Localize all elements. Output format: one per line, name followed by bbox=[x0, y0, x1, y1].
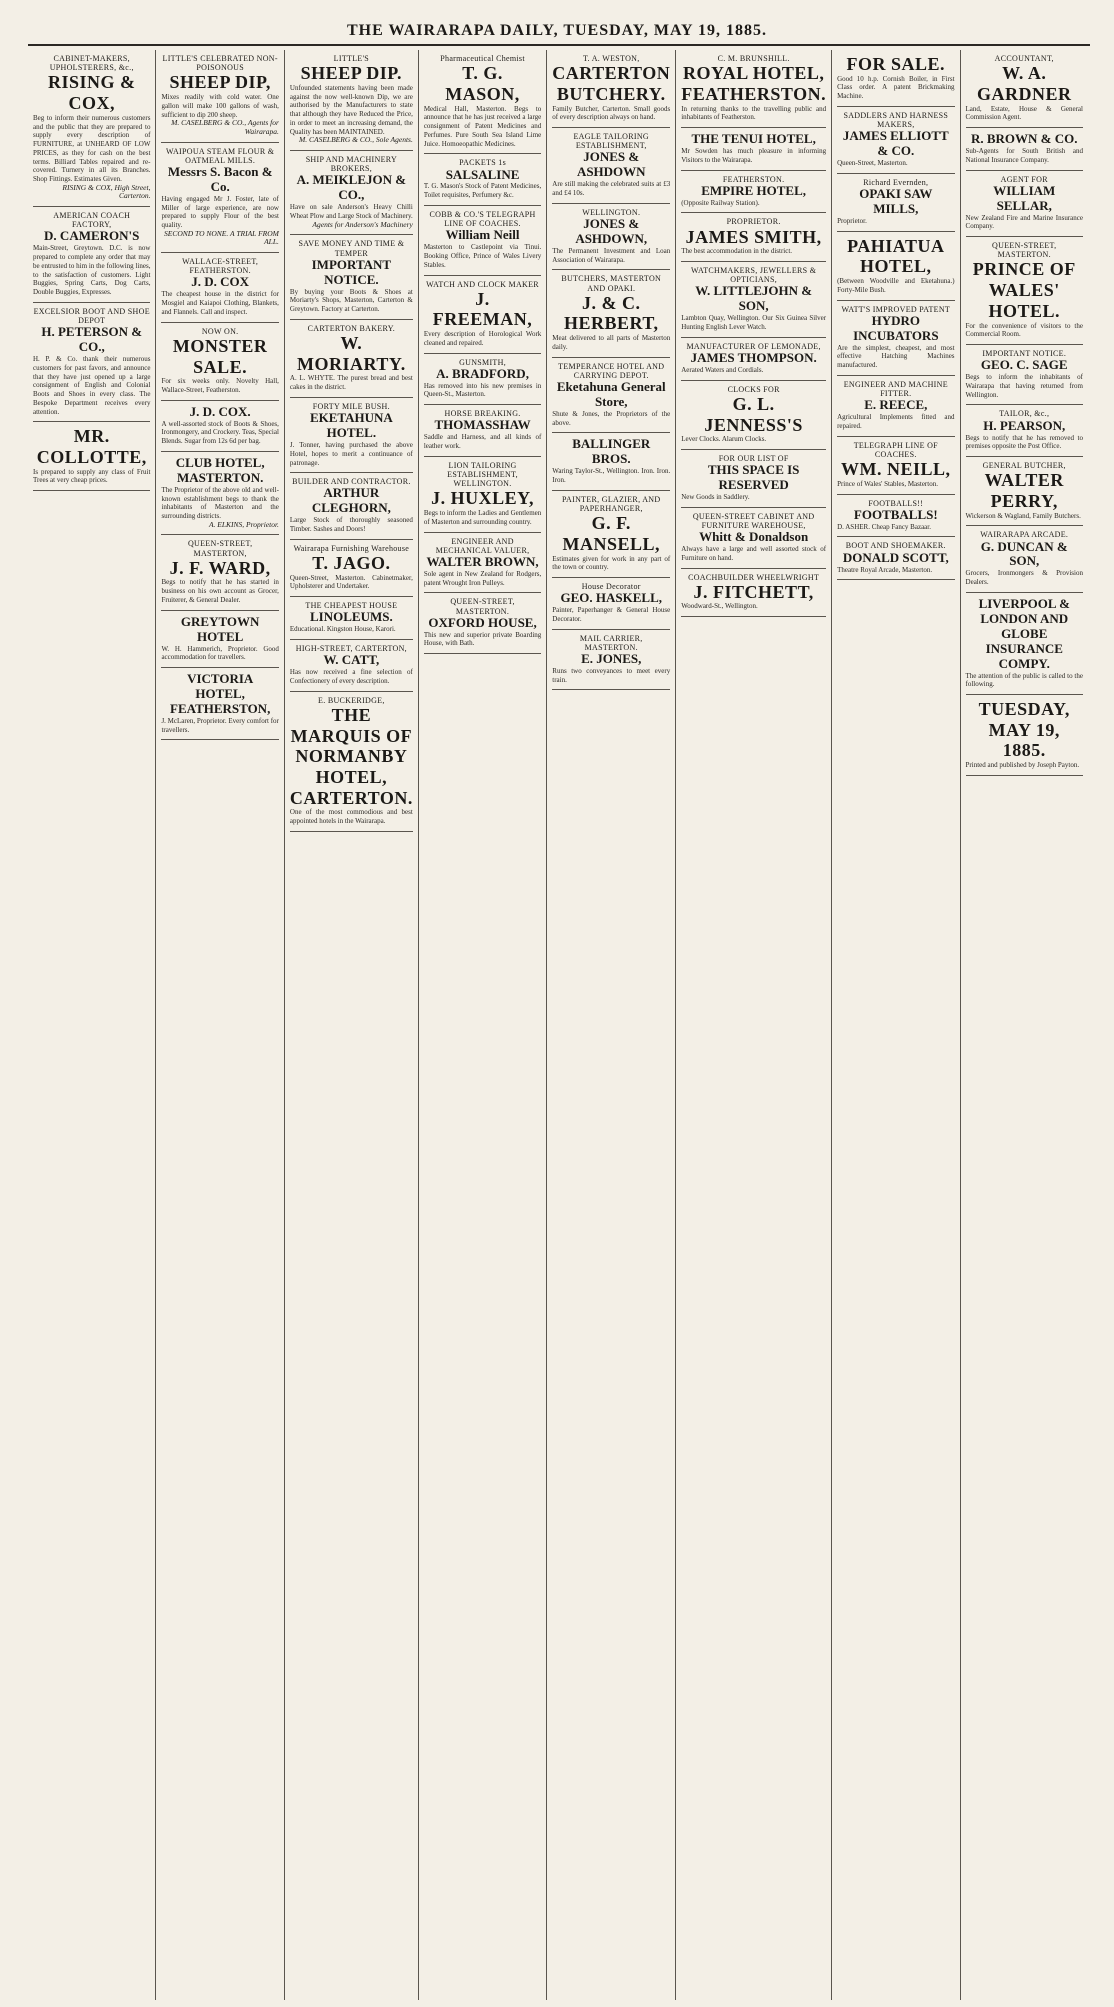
ad-heading: IMPORTANT NOTICE. bbox=[311, 256, 392, 287]
advertisement bbox=[966, 50, 1083, 128]
advertisement bbox=[161, 323, 278, 401]
ad-heading: PAHIATUA HOTEL, bbox=[847, 235, 945, 277]
column-7 bbox=[831, 50, 959, 2000]
ad-body: Has now received a fine selection of Confectionery of every description. bbox=[289, 668, 413, 685]
ad-signature: M. CASELBERG & CO., Agents for Wairarapa. bbox=[171, 118, 279, 136]
ad-body: The Permanent Investment and Loan Association of Wairarapa. bbox=[552, 246, 671, 264]
ad-heading: A. BRADFORD, bbox=[436, 365, 529, 381]
advertisement bbox=[161, 535, 278, 610]
ad-subheading: TELEGRAPH LINE OF COACHES. bbox=[853, 440, 938, 459]
ad-body: Woodward-St., Wellington. bbox=[681, 602, 758, 611]
advertisement bbox=[161, 253, 278, 323]
ad-subheading: WATT'S IMPROVED PATENT bbox=[841, 304, 951, 314]
ad-heading: JAMES THOMPSON. bbox=[690, 349, 817, 365]
ad-heading: D. CAMERON'S bbox=[44, 228, 140, 244]
advertisement bbox=[552, 491, 670, 578]
advertisement bbox=[161, 143, 278, 254]
ad-subheading: WATCHMAKERS, JEWELLERS & OPTICIANS, bbox=[691, 266, 817, 285]
advertisement bbox=[837, 537, 954, 580]
ad-subheading: WALLACE-STREET, FEATHERSTON. bbox=[182, 257, 259, 276]
ad-heading: JAMES SMITH, bbox=[685, 226, 822, 247]
ad-subheading: LION TAILORING ESTABLISHMENT, WELLINGTON. bbox=[447, 460, 518, 489]
advertisement bbox=[290, 50, 413, 151]
ad-heading: ROYAL HOTEL, FEATHERSTON. bbox=[681, 63, 827, 104]
column-8 bbox=[960, 50, 1088, 2000]
ad-subheading: EAGLE TAILORING ESTABLISHMENT, bbox=[573, 132, 649, 151]
ad-body: Medical Hall, Masterton. Begs to announce that he has just received a large consignment of Patent Medicines and Perfumes. Pure South Sea Island Lime Juice. Homoeopathic Medicines. bbox=[423, 104, 542, 148]
ad-signature: M. CASELBERG & CO., Sole Agents. bbox=[299, 135, 413, 145]
advertisement bbox=[552, 270, 670, 357]
ad-heading: LINOLEUMS. bbox=[310, 609, 393, 625]
advertisement bbox=[837, 437, 954, 495]
ad-body: For the convenience of visitors to the Commercial Room. bbox=[965, 321, 1083, 339]
advertisement bbox=[161, 452, 278, 536]
ad-heading: J. F. WARD, bbox=[169, 557, 271, 578]
ad-heading: J. & C. HERBERT, bbox=[563, 292, 659, 334]
ad-heading: J. D. COX. bbox=[189, 403, 251, 419]
ad-subheading: WELLINGTON. bbox=[582, 207, 641, 217]
advertisement bbox=[424, 405, 541, 457]
ad-subheading: CABINET-MAKERS, UPHOLSTERERS, &c., bbox=[49, 54, 134, 73]
advertisement bbox=[966, 593, 1083, 695]
ad-body: Proprietor. bbox=[837, 217, 867, 225]
ad-subheading: E. BUCKERIDGE, bbox=[318, 695, 385, 705]
ad-heading: THIS SPACE IS RESERVED bbox=[707, 462, 800, 493]
ad-heading: G. F. MANSELL, bbox=[562, 513, 660, 554]
ad-body: Beg to inform their numerous customers and the public that they are prepared to supply every description of FURNITURE, at UNHEARD OF LOW PRICES, as they for cash on the best terms. Billiard Tables repaired and re-covered. Turnery in all its Branches. Shop Fittings. Estimates Given. bbox=[33, 113, 151, 183]
ad-heading: W. LITTLEJOHN & SON, bbox=[695, 283, 813, 314]
ad-heading: William Neill bbox=[445, 227, 520, 243]
ad-subheading: QUEEN-STREET, MASTERTON. bbox=[992, 241, 1057, 260]
advertisement bbox=[837, 301, 954, 376]
ad-subheading: SAVE MONEY AND TIME & TEMPER bbox=[298, 239, 405, 258]
column-5 bbox=[546, 50, 675, 2000]
ad-heading: WALTER BROWN, bbox=[426, 553, 539, 569]
ad-subheading: AMERICAN COACH FACTORY, bbox=[53, 211, 131, 230]
advertisement bbox=[966, 237, 1083, 345]
ad-signature: A. ELKINS, Proprietor. bbox=[208, 519, 279, 529]
masthead-title: THE WAIRARAPA DAILY, TUESDAY, MAY 19, 1885. bbox=[347, 22, 767, 39]
ad-subheading: EXCELSIOR BOOT AND SHOE DEPOT bbox=[33, 306, 150, 325]
advertisement bbox=[966, 457, 1083, 526]
ad-heading: SHEEP DIP, bbox=[169, 72, 271, 93]
ad-body: J. McLaren, Proprietor. Every comfort for travellers. bbox=[161, 716, 279, 734]
ad-body: Mixes readily with cold water. One gallon will make 100 gallons of wash, sufficient to dip 200 sheep. bbox=[161, 93, 279, 119]
ad-heading: G. DUNCAN & SON, bbox=[980, 538, 1068, 569]
ad-body: Theatre Royal Arcade, Masterton. bbox=[837, 565, 933, 574]
ad-body: Having engaged Mr J. Foster, late of Miller of large experience, are now prepared to supply Flour of the best quality. bbox=[161, 194, 279, 230]
advertisement bbox=[681, 450, 826, 508]
ad-body: H. P. & Co. thank their numerous customers for past favors, and announce that they have just opened up a large consignment of English and Colonial Boots and Shoes in every class. The Bespoke Department receives every attention. bbox=[33, 355, 151, 416]
ad-body: J. Tonner, having purchased the above Hotel, hopes to merit a continuance of patronage. bbox=[289, 441, 413, 467]
ad-body: Prince of Wales' Stables, Masterton. bbox=[837, 479, 938, 488]
ad-body: Begs to notify that he has started in business on his own account as Grocer, Fruiterer, & General Dealer. bbox=[161, 578, 279, 604]
ad-body: Main-Street, Greytown. D.C. is now prepared to complete any order that may be entrusted to him in the following lines, to the satisfaction of customers. Light Buggies, Spring Carts, Dog Carts, Double Buggies, Expresses. bbox=[33, 244, 151, 297]
ad-heading: GEO. C. SAGE bbox=[980, 357, 1068, 373]
ad-body: Every description of Horological Work cleaned and repaired. bbox=[423, 330, 542, 347]
ad-body: The Proprietor of the above old and well-known establishment begs to thank the inhabitants of Masterton and the surrounding districts. bbox=[161, 485, 279, 520]
advertisement bbox=[552, 128, 670, 204]
ad-body: Saddle and Harness, and all kinds of leather work. bbox=[423, 433, 542, 451]
ad-body: Begs to inform the inhabitants of Wairarapa that having returned from Wellington. bbox=[965, 373, 1083, 399]
advertisement bbox=[681, 569, 826, 618]
ad-subheading: ACCOUNTANT, bbox=[994, 54, 1054, 63]
ad-body: Are the simplest, cheapest, and most effective Hatching Machines manufactured. bbox=[837, 343, 955, 370]
advertisement bbox=[966, 405, 1083, 457]
advertisement bbox=[424, 154, 541, 206]
ad-heading: E. REECE, bbox=[864, 397, 928, 413]
ad-heading: SHEEP DIP. bbox=[300, 63, 403, 84]
ad-body: Masterton to Castlepoint via Tinui. Booking Office, Prince of Wales Livery Stables. bbox=[423, 243, 542, 269]
advertisement bbox=[33, 207, 150, 303]
advertisement bbox=[966, 171, 1083, 238]
ad-body: Large Stock of thoroughly seasoned Timber. Sashes and Doors! bbox=[289, 516, 413, 534]
ad-subheading: Pharmaceutical Chemist bbox=[440, 54, 525, 63]
ad-heading: THE TENUI HOTEL, bbox=[691, 131, 816, 147]
advertisement bbox=[290, 235, 413, 320]
column-2 bbox=[155, 50, 283, 2000]
ad-body: The cheapest house in the district for Mosgiel and Kaiapoi Clothing, Blankets, and Flannels. Call and inspect. bbox=[161, 290, 279, 316]
advertisement bbox=[681, 338, 826, 381]
ad-body: Grocers, Ironmongers & Provision Dealers. bbox=[965, 569, 1083, 587]
ad-heading: G. L. JENNESS'S bbox=[704, 393, 803, 435]
ad-subheading: WAIPOUA STEAM FLOUR & OATMEAL MILLS. bbox=[166, 146, 275, 165]
ad-body: Printed and published by Joseph Payton. bbox=[965, 761, 1080, 770]
ad-subheading: FOR OUR LIST OF bbox=[718, 453, 789, 463]
ad-heading: THOMASSHAW bbox=[434, 417, 531, 433]
advertisement bbox=[966, 345, 1083, 405]
ad-subheading: FOOTBALLS!! bbox=[868, 498, 924, 508]
ad-body: Begs to notify that he has removed to premises opposite the Post Office. bbox=[965, 433, 1083, 451]
advertisement bbox=[552, 433, 670, 490]
ad-body: New Goods in Saddlery. bbox=[681, 493, 750, 501]
ad-heading: Messrs S. Bacon & Co. bbox=[167, 163, 273, 194]
ad-heading: CLUB HOTEL, MASTERTON. bbox=[175, 454, 265, 485]
ad-body: In returning thanks to the travelling public and inhabitants of Featherston. bbox=[681, 104, 827, 122]
ad-heading: FOOTBALLS! bbox=[853, 506, 938, 522]
advertisement-columns bbox=[28, 50, 1088, 2000]
ad-body: Lambton Quay, Wellington. Our Six Guinea Silver Hunting English Lever Watch. bbox=[681, 314, 827, 331]
advertisement bbox=[552, 630, 670, 691]
advertisement bbox=[424, 354, 541, 406]
ad-heading: THE MARQUIS OF NORMANBY HOTEL, CARTERTON. bbox=[289, 704, 413, 808]
ad-body: T. G. Mason's Stock of Patent Medicines, Toilet requisites, Perfumery &c. bbox=[423, 182, 542, 200]
advertisement bbox=[290, 398, 413, 473]
ad-heading: EKETAHUNA HOTEL. bbox=[309, 410, 393, 441]
ad-heading: HYDRO INCUBATORS bbox=[853, 312, 939, 343]
advertisement bbox=[161, 668, 278, 740]
ad-body: Queen-Street, Masterton. Cabinetmaker, Upholsterer and Undertaker. bbox=[289, 573, 413, 591]
advertisement bbox=[681, 128, 826, 170]
advertisement bbox=[290, 597, 413, 640]
ad-body: Meat delivered to all parts of Masterton daily. bbox=[552, 334, 671, 351]
ad-subheading: CLOCKS FOR bbox=[727, 384, 780, 394]
ad-body: Runs two conveyances to meet every train. bbox=[552, 666, 671, 684]
ad-body: Painter, Paperhanger & General House Decorator. bbox=[552, 606, 671, 623]
advertisement bbox=[290, 151, 413, 235]
advertisement bbox=[424, 533, 541, 594]
ad-heading: J. FREEMAN, bbox=[432, 288, 533, 330]
ad-subheading: SADDLERS AND HARNESS MAKERS, bbox=[843, 110, 949, 130]
ad-body: Always have a large and well assorted stock of Furniture on hand. bbox=[681, 545, 827, 562]
ad-body: The attention of the public is called to the following. bbox=[965, 671, 1083, 689]
ad-signature: SECOND TO NONE. A TRIAL FROM ALL. bbox=[164, 228, 279, 247]
ad-heading: J. D. COX bbox=[191, 274, 250, 290]
advertisement bbox=[837, 376, 954, 437]
ad-body: Land, Estate, House & General Commission Agent. bbox=[965, 104, 1083, 122]
ad-heading: BALLINGER BROS. bbox=[572, 436, 651, 467]
ad-subheading: THE CHEAPEST HOUSE bbox=[305, 601, 398, 611]
ad-heading: WALTER PERRY, bbox=[984, 470, 1064, 511]
ad-subheading: CARTERTON BAKERY. bbox=[307, 323, 396, 333]
ad-subheading: BUTCHERS, MASTERTON AND OPAKI. bbox=[561, 274, 662, 293]
ad-heading: J. HUXLEY, bbox=[431, 488, 534, 509]
ad-subheading: T. A. WESTON, bbox=[582, 54, 640, 63]
ad-body: Estimates given for work in any part of the town or country. bbox=[552, 554, 671, 572]
ad-body: One of the most commodious and best appointed hotels in the Wairarapa. bbox=[289, 808, 413, 826]
ad-subheading: House Decorator bbox=[581, 582, 641, 591]
ad-subheading: TEMPERANCE HOTEL AND CARRYING DEPOT. bbox=[558, 361, 665, 380]
advertisement bbox=[681, 262, 826, 338]
ad-body: Family Butcher, Carterton. Small goods of every description always on hand. bbox=[552, 104, 671, 122]
ad-subheading: SHIP AND MACHINERY BROKERS, bbox=[305, 155, 398, 174]
ad-heading: ARTHUR CLEGHORN, bbox=[311, 485, 391, 516]
ad-signature: RISING & COX, High Street, Carterton. bbox=[62, 182, 151, 201]
ad-body: Agricultural Implements fitted and repaired. bbox=[837, 413, 955, 430]
ad-heading: GEO. HASKELL, bbox=[560, 590, 662, 606]
advertisement bbox=[552, 358, 670, 434]
ad-subheading: BUILDER AND CONTRACTOR. bbox=[292, 477, 411, 487]
ad-heading: A. MEIKLEJON & CO., bbox=[296, 172, 407, 203]
advertisement bbox=[424, 457, 541, 533]
ad-body: Good 10 h.p. Cornish Boiler, in First Class order. A patent Brickmaking Machine. bbox=[837, 74, 955, 101]
ad-heading: OXFORD HOUSE, bbox=[428, 614, 537, 630]
column-3 bbox=[284, 50, 418, 2000]
advertisement bbox=[681, 508, 826, 569]
advertisement bbox=[33, 303, 150, 423]
ad-subheading: FEATHERSTON. bbox=[722, 174, 785, 184]
ad-subheading: LITTLE'S CELEBRATED NON-POISONOUS bbox=[162, 54, 278, 73]
ad-body: Wickerson & Wagland, Family Butchers. bbox=[965, 511, 1081, 520]
advertisement bbox=[424, 206, 541, 276]
ad-subheading: NOW ON. bbox=[201, 326, 239, 336]
ad-body: A well-assorted stock of Boots & Shoes, Ironmongery, and Crockery. Teas, Special Blends. Sugar from 12s 6d per bag. bbox=[161, 419, 279, 446]
ad-heading: TUESDAY, MAY 19, 1885. bbox=[978, 699, 1070, 761]
ad-subheading: MANUFACTURER OF LEMONADE, bbox=[686, 341, 821, 351]
ad-heading: WILLIAM SELLAR, bbox=[993, 182, 1056, 213]
ad-heading: T. G. MASON, bbox=[445, 63, 520, 104]
ad-body: W. H. Hammerich, Proprietor. Good accommodation for travellers. bbox=[161, 644, 279, 662]
ad-body: By buying your Boots & Shoes at Moriarty's Shops, Masterton, Carterton & Greytown. Factory at Carterton. bbox=[289, 287, 413, 314]
column-6 bbox=[675, 50, 831, 2000]
advertisement bbox=[837, 174, 954, 232]
ad-heading: MONSTER SALE. bbox=[172, 335, 268, 377]
ad-subheading: TAILOR, &c., bbox=[999, 409, 1050, 419]
advertisement bbox=[290, 320, 413, 398]
ad-heading: EMPIRE HOTEL, bbox=[701, 182, 807, 198]
ad-heading: CARTERTON BUTCHERY. bbox=[552, 63, 671, 104]
ad-body: Lever Clocks. Alarum Clocks. bbox=[681, 435, 767, 444]
ad-body: Queen-Street, Masterton. bbox=[837, 159, 908, 168]
ad-subheading: PAINTER, GLAZIER, AND PAPERHANGER, bbox=[562, 494, 661, 513]
ad-heading: Whitt & Donaldson bbox=[699, 529, 809, 545]
ad-body: Has removed into his new premises in Queen-St., Masterton. bbox=[423, 381, 542, 399]
ad-subheading: WATCH AND CLOCK MAKER bbox=[426, 279, 539, 289]
advertisement bbox=[290, 640, 413, 692]
ad-heading: W. A. GARDNER bbox=[977, 63, 1072, 104]
advertisement bbox=[966, 128, 1083, 170]
ad-body: For six weeks only. Novelty Hall, Wallace-Street, Featherston. bbox=[161, 377, 279, 394]
ad-subheading: C. M. BRUNSHILL. bbox=[717, 54, 790, 63]
column-4 bbox=[418, 50, 546, 2000]
ad-body: Educational. Kingston House, Karori. bbox=[289, 625, 396, 634]
advertisement bbox=[424, 593, 541, 654]
ad-body: A. L. WHYTE. The purest bread and best cakes in the district. bbox=[289, 374, 413, 392]
ad-subheading: IMPORTANT NOTICE. bbox=[982, 349, 1067, 358]
column-1 bbox=[28, 50, 155, 2000]
advertisement bbox=[552, 50, 670, 128]
advertisement bbox=[837, 495, 954, 538]
ad-subheading: Wairarapa Furnishing Warehouse bbox=[293, 543, 410, 553]
advertisement bbox=[837, 50, 954, 107]
advertisement bbox=[33, 422, 150, 491]
ad-heading: JONES & ASHDOWN bbox=[576, 149, 646, 180]
ad-heading: OPAKI SAW MILLS, bbox=[859, 186, 933, 217]
ad-heading: JONES & ASHDOWN, bbox=[575, 216, 648, 246]
ad-body: (Between Woodville and Eketahuna.) Forty-Mile Bush. bbox=[837, 277, 955, 294]
masthead-rule bbox=[28, 44, 1090, 46]
advertisement bbox=[290, 473, 413, 540]
ad-subheading: FORTY MILE BUSH. bbox=[312, 401, 390, 411]
ad-subheading: COBB & CO.'S TELEGRAPH LINE OF COACHES. bbox=[429, 209, 536, 229]
ad-subheading: QUEEN-STREET, MASTERTON. bbox=[450, 597, 515, 616]
ad-heading: T. JAGO. bbox=[312, 553, 391, 573]
ad-body: Sole agent in New Zealand for Rodgers, patent Wrought Iron Pulleys. bbox=[423, 569, 542, 587]
ad-subheading: HORSE BREAKING. bbox=[444, 409, 521, 419]
ad-subheading: ENGINEER AND MACHINE FITTER. bbox=[843, 379, 948, 399]
advertisement bbox=[681, 381, 826, 450]
ad-body: Sub-Agents for South British and National Insurance Company. bbox=[965, 147, 1083, 164]
advertisement bbox=[424, 276, 541, 354]
ad-subheading: QUEEN-STREET CABINET AND FURNITURE WAREHOUSE, bbox=[692, 511, 815, 530]
masthead bbox=[0, 0, 1114, 46]
advertisement bbox=[290, 692, 413, 832]
ad-body: Begs to inform the Ladies and Gentlemen of Masterton and surrounding country. bbox=[423, 509, 542, 526]
ad-subheading: WAIRARAPA ARCADE. bbox=[980, 530, 1069, 540]
ad-subheading: BOOT AND SHOEMAKER. bbox=[845, 541, 946, 551]
advertisement bbox=[837, 107, 954, 174]
ad-heading: SALSALINE bbox=[445, 166, 520, 182]
advertisement bbox=[33, 50, 150, 207]
ad-subheading: Richard Evernden, bbox=[863, 177, 929, 187]
ad-body: Are still making the celebrated suits at £3 and £4 10s. bbox=[552, 180, 671, 198]
ad-body: D. ASHER. Cheap Fancy Bazaar. bbox=[837, 522, 931, 531]
advertisement bbox=[681, 213, 826, 262]
ad-subheading: ENGINEER AND MECHANICAL VALUER, bbox=[435, 536, 530, 555]
ad-subheading: COACHBUILDER WHEELWRIGHT bbox=[688, 572, 820, 582]
ad-body: Shute & Jones, the Proprietors of the above. bbox=[552, 409, 671, 427]
advertisement bbox=[290, 540, 413, 597]
ad-body: Waring Taylor-St., Wellington. Iron. Iron. Iron. bbox=[552, 467, 671, 484]
ad-subheading: QUEEN-STREET, MASTERTON, bbox=[187, 539, 253, 558]
advertisement bbox=[966, 526, 1083, 593]
ad-body: Mr Sowden has much pleasure in informing Visitors to the Wairarapa. bbox=[681, 147, 827, 164]
advertisement bbox=[966, 695, 1083, 776]
ad-heading: PRINCE OF WALES' HOTEL. bbox=[972, 259, 1076, 321]
advertisement bbox=[681, 171, 826, 214]
ad-body: The best accommodation in the district. bbox=[681, 247, 793, 256]
ad-body: This new and superior private Boarding House, with Bath. bbox=[423, 630, 542, 648]
ad-heading: W. MORIARTY. bbox=[297, 333, 406, 374]
ad-heading: VICTORIA HOTEL, FEATHERSTON, bbox=[170, 671, 271, 716]
ad-heading: FOR SALE. bbox=[846, 54, 946, 74]
ad-heading: H. PEARSON, bbox=[983, 417, 1066, 433]
ad-heading: W. CATT, bbox=[323, 652, 380, 668]
advertisement bbox=[161, 401, 278, 452]
ad-heading: WM. NEILL, bbox=[841, 459, 951, 480]
ad-body: Aerated Waters and Cordials. bbox=[681, 365, 764, 374]
ad-subheading: PROPRIETOR. bbox=[726, 217, 781, 227]
ad-heading: RISING & COX, bbox=[47, 72, 136, 114]
ad-subheading: PACKETS 1s bbox=[459, 158, 507, 168]
ad-heading: DONALD SCOTT, bbox=[842, 549, 949, 565]
ad-heading: JAMES ELLIOTT & CO. bbox=[842, 128, 949, 159]
ad-subheading: HIGH-STREET, CARTERTON, bbox=[295, 644, 407, 654]
ad-heading: H. PETERSON & CO., bbox=[41, 324, 143, 355]
ad-subheading: MAIL CARRIER, MASTERTON. bbox=[579, 633, 643, 652]
advertisement bbox=[161, 50, 278, 143]
ad-body: Is prepared to supply any class of Fruit Trees at very cheap prices. bbox=[33, 467, 151, 485]
ad-subheading: GUNSMITH, bbox=[459, 357, 507, 367]
advertisement bbox=[424, 50, 541, 154]
advertisement bbox=[681, 50, 826, 128]
advertisement bbox=[161, 611, 278, 668]
ad-subheading: LITTLE'S bbox=[333, 54, 370, 63]
advertisement bbox=[552, 578, 670, 630]
ad-body: Unfounded statements having been made against the now well-known Dip, we are authorised by the Manufacturers to state that although they have Reduced the Price, in order to meet an increasing demand, the Quality has been MAINTAINED. bbox=[289, 83, 413, 136]
ad-heading: E. JONES, bbox=[581, 651, 642, 666]
ad-body: New Zealand Fire and Marine Insurance Company. bbox=[965, 213, 1083, 231]
ad-heading: Eketahuna General Store, bbox=[556, 379, 666, 409]
advertisement bbox=[837, 232, 954, 301]
ad-body: Have on sale Anderson's Heavy Chilli Wheat Plow and Large Stock of Machinery. bbox=[289, 203, 413, 220]
ad-heading: GREYTOWN HOTEL bbox=[180, 613, 260, 644]
advertisement bbox=[552, 204, 670, 271]
ad-heading: MR. COLLOTTE, bbox=[36, 426, 147, 467]
ad-heading: R. BROWN & CO. bbox=[970, 131, 1078, 147]
ad-signature: Agents for Anderson's Machinery bbox=[312, 219, 413, 229]
ad-heading: LIVERPOOL & LONDON AND GLOBE INSURANCE COMPY. bbox=[978, 595, 1070, 671]
ad-subheading: AGENT FOR bbox=[1000, 174, 1048, 184]
ad-subheading: GENERAL BUTCHER, bbox=[982, 461, 1066, 470]
ad-heading: J. FITCHETT, bbox=[693, 581, 814, 602]
ad-body: (Opposite Railway Station). bbox=[681, 198, 760, 207]
